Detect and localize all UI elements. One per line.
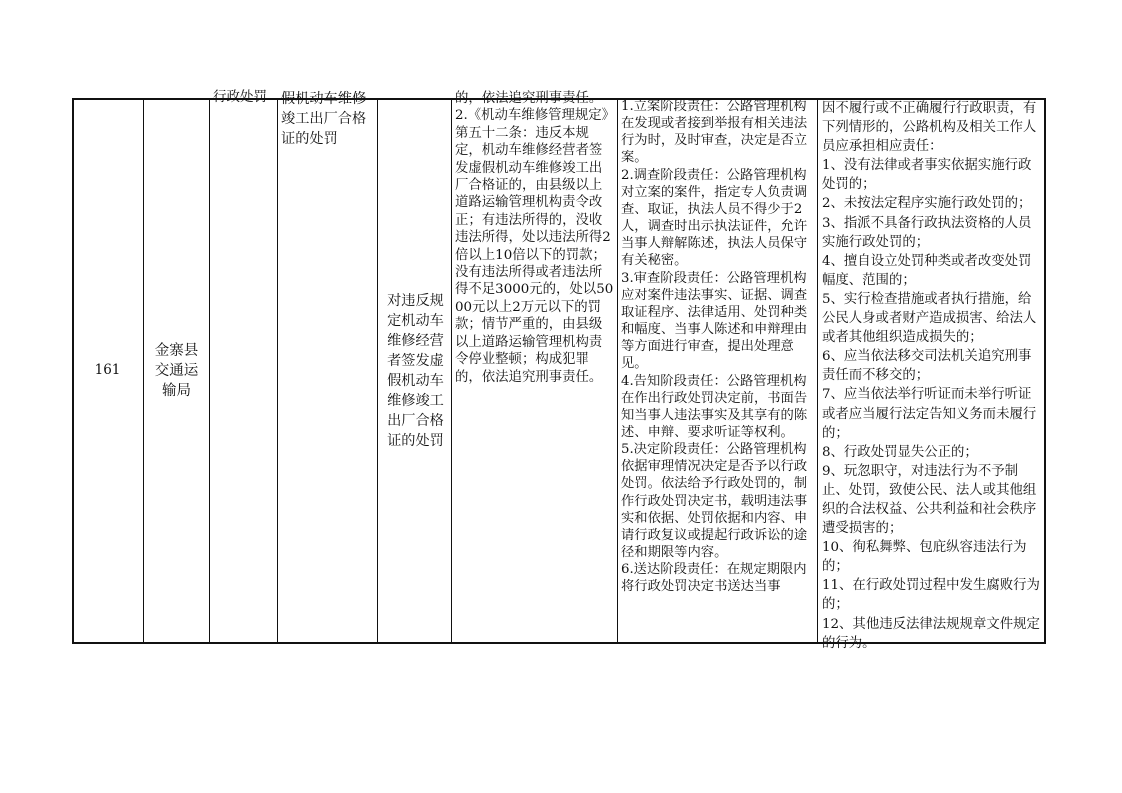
category-overflow-text: 行政处罚	[213, 89, 267, 105]
sub-item: 对违反规 定机动车 维修经营 者签发虚 假机动车 维修竣工 出厂合格 证的处罚	[387, 293, 444, 449]
legal-basis: 的，依法追究刑事责任。 2.《机动车维修管理规定》第五十二条：违反本规定，机动车维修经营者签发虚假机动车维修竣工出厂合格证的，由县级以上道路运输管理机构责令改正；有违法所得的，没收违法所得，处以违法所得2倍以上10倍以下的罚款；没有违法所得或者违法所得不足3000元的，处以5000元以上2万元以下的罚款；情节严重的，由县级以上道路运输管理机构责令停业整顿；构成犯罪的，依法追究刑事责任。	[455, 91, 614, 385]
penalty-table	[72, 89, 1046, 651]
accountability-cell	[818, 98, 1046, 651]
responsibility-cell	[618, 98, 818, 644]
category-cell	[210, 89, 278, 644]
row-number-cell	[72, 98, 144, 644]
accountability-text: 因不履行或不正确履行行政职责，有下列情形的，公路机构及相关工作人员应承担相应责任： 1、没有法律或者事实依据实施行政处罚的； 2、未按法定程序实施行政处罚的； 3、指派不具备行政执法资格的人员实施行政处罚的； 4、擅自设立处罚种类或者改变处罚幅度、范围的； 5、实行检查措施或者执行措施，给公民人身或者财产造成损害、给法人或者其他组织造成损失的； 6、应当依法移交司法机关追究刑事责任而不移交的； 7、应当依法举行听证而未举行听证或者应当履行法定告知义务而未履行的； 8、行政处罚显失公正的； 9、玩忽职守，对违法行为不予制止、处罚，致使公民、法人或其他组织的合法权益、公共利益和社会秩序遭受损害的； 10、徇私舞弊、包庇纵容违法行为的； 11、在行政处罚过程中发生腐败行为的； 12、其他违反法律法规规章文件规定的行为。	[822, 101, 1040, 651]
department-cell	[144, 98, 210, 644]
responsibility-text: 1.立案阶段责任：公路管理机构在发现或者接到举报有相关违法行为时，及时审查，决定是否立案。 2.调查阶段责任：公路管理机构对立案的案件，指定专人负责调查、取证，执法人员不得少于2人，调查时出示执法证件，允许当事人辩解陈述，执法人员保守有关秘密。 3.审查阶段责任：公路管理机构应对案件违法事实、证据、调查取证程序、法律适用、处罚种类和幅度、当事人陈述和申辩理由等方面进行审查，提出处理意见。 4.告知阶段责任：公路管理机构在作出行政处罚决定前，书面告知当事人违法事实及其享有的陈述、申辩、要求听证等权利。 5.决定阶段责任：公路管理机构依据审理情况决定是否予以行政处罚。依法给予行政处罚的，制作行政处罚决定书，载明违法事实和依据、处罚依据和内容、申请行政复议或提起行政诉讼的途径和期限等内容。 6.送达阶段责任：在规定期限内将行政处罚决定书送达当事	[621, 99, 808, 595]
item-name-cell	[278, 91, 378, 644]
responsibility-top-border	[618, 98, 1046, 100]
row-number: 161	[94, 362, 121, 379]
item-name: 假机动车维修 竣工出厂合格 证的处罚	[281, 91, 367, 147]
basis-cell	[452, 91, 618, 644]
department: 金寨县 交通运 输局	[154, 343, 199, 399]
sub-item-cell	[378, 98, 452, 644]
